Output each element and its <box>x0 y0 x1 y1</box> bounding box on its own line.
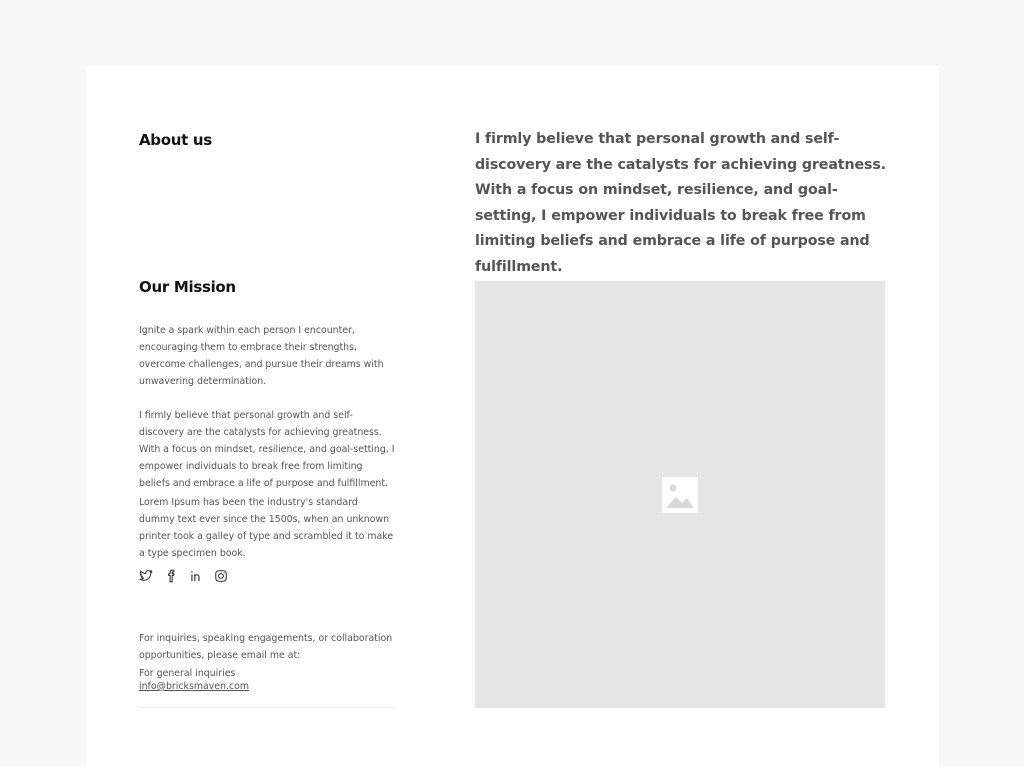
divider <box>139 707 395 708</box>
about-heading: About us <box>139 131 212 149</box>
linkedin-icon[interactable] <box>189 569 203 583</box>
image-placeholder-icon <box>662 477 698 513</box>
image-placeholder <box>475 281 885 708</box>
email-link[interactable]: info@bricksmaven.com <box>139 681 249 692</box>
general-inquiries-label: For general inquiries <box>139 668 236 679</box>
contact-block <box>139 630 395 694</box>
mission-heading: Our Mission <box>139 278 236 296</box>
mission-paragraph-2: I firmly believe that personal growth and self-discovery are the catalysts for achieving greatness. With a focus on mindset, resilience, and goal-setting, I empower individuals to break free from limiting beliefs and embrace a life of purpose and fulfillment. <box>139 410 395 489</box>
instagram-icon[interactable] <box>214 569 228 583</box>
mission-paragraph-1: Ignite a spark within each person I encounter, encouraging them to embrace their strengths, overcome challenges, and pursue their dreams with unwavering determination. <box>139 325 384 387</box>
social-links <box>139 569 228 583</box>
mission-text <box>139 322 395 562</box>
twitter-icon[interactable] <box>139 569 153 583</box>
about-lead-text: I firmly believe that personal growth and self-discovery are the catalysts for achieving greatness. With a focus on mindset, resilience, and goal-setting, I empower individuals to break free from limiting beliefs and embrace a life of purpose and fulfillment. <box>475 131 886 275</box>
about-card <box>86 66 939 767</box>
facebook-icon[interactable] <box>164 569 178 583</box>
mission-paragraph-3: Lorem Ipsum has been the industry's standard dummy text ever since the 1500s, when an unknown printer took a galley of type and scrambled it to make a type specimen book. <box>139 497 394 559</box>
contact-intro: For inquiries, speaking engagements, or collaboration opportunities, please email me at: <box>139 633 393 661</box>
